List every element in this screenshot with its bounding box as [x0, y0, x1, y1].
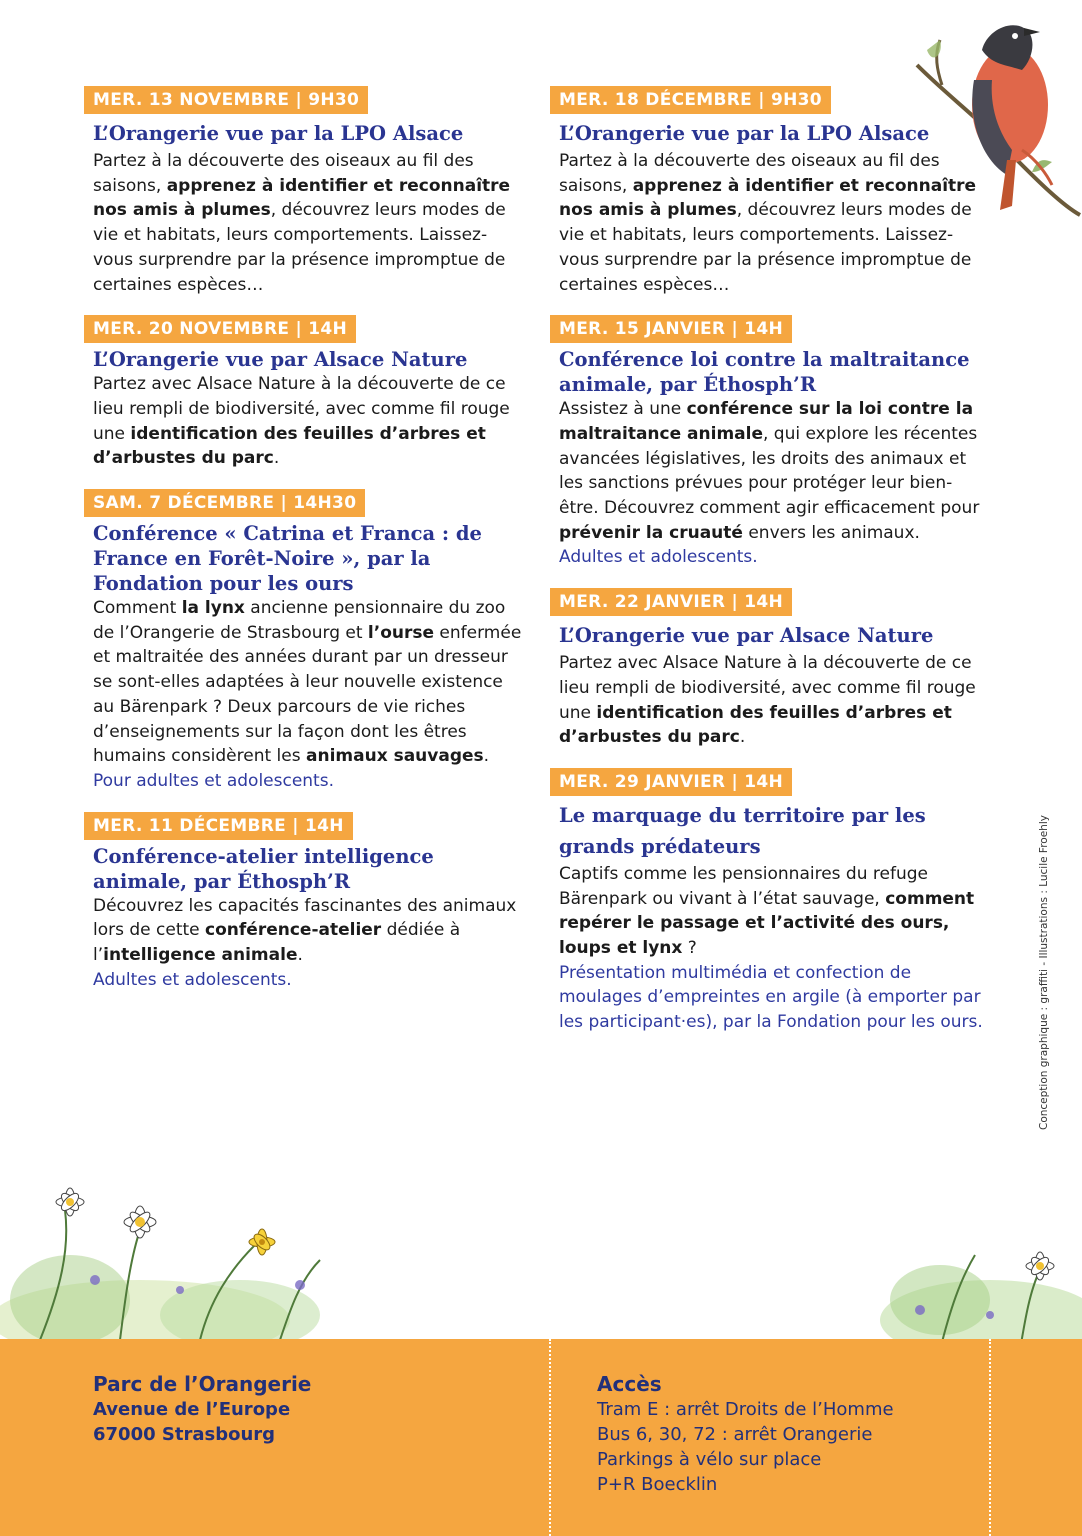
event-title: L’Orangerie vue par Alsace Nature [559, 624, 934, 648]
right-column [550, 86, 990, 1053]
event-description-emphasis: intelligence animale [103, 945, 298, 966]
event-date-badge: MER. 13 NOVEMBRE | 9H30 [84, 86, 368, 114]
event-description-text: Partez avec Alsace Nature à la découverte de ce lieu rempli de biodiversité, avec comme fil rouge une [93, 374, 510, 444]
event-block [84, 315, 524, 471]
access-block [597, 1371, 894, 1497]
flowers-right-illustration [880, 1200, 1082, 1350]
event-description-text: envers les animaux. [742, 522, 920, 543]
event-description-emphasis: identification des feuilles d’arbres et d’arbustes du parc [93, 423, 486, 469]
event-description-text: Partez à la découverte des oiseaux au fil des saisons, [559, 151, 940, 196]
event-description [93, 596, 524, 769]
access-line: Tram E : arrêt Droits de l’Homme [597, 1399, 894, 1420]
event-description-text: Comment [93, 598, 182, 619]
event-description-emphasis: conférence-atelier [205, 920, 382, 941]
event-description-emphasis: apprenez à identifier et reconnaître nos amis à plumes [93, 175, 511, 221]
event-block [84, 812, 524, 993]
event-block [84, 489, 524, 794]
event-block [550, 588, 990, 750]
venue-city: 67000 Strasbourg [93, 1424, 276, 1445]
event-description-text: Captifs comme les pensionnaires du refuge Bärenpark ou vivant à l’état sauvage, [559, 863, 928, 909]
event-description [559, 862, 990, 961]
venue-block [93, 1371, 311, 1447]
event-description-emphasis: animaux sauvages [306, 746, 484, 767]
event-description-emphasis: prévenir la cruauté [559, 522, 743, 543]
flowers-left-illustration [0, 1150, 360, 1350]
event-date-badge: MER. 15 JANVIER | 14H [550, 315, 792, 343]
access-line: Parkings à vélo sur place [597, 1449, 822, 1470]
event-title: L’Orangerie vue par la LPO Alsace [93, 122, 464, 145]
event-date-badge: SAM. 7 DÉCEMBRE | 14H30 [84, 489, 365, 517]
event-description [559, 149, 990, 297]
event-description-text: ancienne pensionnaire du zoo de l’Orangerie de Strasbourg et [93, 598, 506, 643]
event-description-emphasis: comment repérer le passage et l’activité des ours, loups et lynx [559, 888, 975, 959]
event-description-text: . [739, 727, 746, 748]
event-date-badge: MER. 11 DÉCEMBRE | 14H [84, 812, 353, 840]
venue-street: Avenue de l’Europe [93, 1399, 291, 1420]
event-description [93, 372, 524, 471]
event-title: L’Orangerie vue par la LPO Alsace [559, 122, 930, 145]
event-description-text: Découvrez les capacités fascinantes des animaux lors de cette [93, 895, 517, 941]
event-date-badge: MER. 29 JANVIER | 14H [550, 768, 792, 796]
event-title: Conférence « Catrina et Franca : de France en Forêt-Noire », par la Fondation pour les ours [93, 522, 482, 596]
event-description-text: Partez avec Alsace Nature à la découverte de ce lieu rempli de biodiversité, avec comme fil rouge une [559, 653, 976, 723]
event-audience-note: Adultes et adolescents. [93, 969, 292, 990]
footer-divider [549, 1339, 551, 1536]
event-description-text: , qui explore les récentes avancées législatives, les droits des animaux et les sanctions prévues pour protéger leur bien-être. Découvrez comment agir efficacement pour [559, 423, 980, 519]
event-description-emphasis: la lynx [181, 598, 245, 619]
event-block [550, 86, 990, 297]
event-audience-note: Pour adultes et adolescents. [93, 770, 334, 791]
event-description-text: Assistez à une [559, 399, 687, 420]
footer [0, 1339, 1082, 1536]
design-credit: Conception graphique : graffiti - Illustrations : Lucile Froehly [1038, 815, 1050, 1130]
event-description-text: . [297, 945, 303, 966]
left-column [84, 86, 524, 1010]
event-description-emphasis: apprenez à identifier et reconnaître nos amis à plumes [559, 175, 977, 221]
venue-name: Parc de l’Orangerie [93, 1372, 312, 1396]
event-description-text: Partez à la découverte des oiseaux au fil des saisons, [93, 151, 474, 196]
event-description [559, 651, 990, 750]
event-block [84, 86, 524, 297]
event-description-text: dédiée à l’ [93, 920, 461, 966]
event-description-text: enfermée et maltraitée des années durant par un dresseur se sont-elles adaptées à leur nouvelle existence au Bärenpark ? Deux parcours de vie riches d’enseignements sur la façon dont les êtres humains considèrent les [93, 622, 522, 767]
event-description-text: . [273, 448, 280, 469]
event-audience-note: Présentation multimédia et confection de moulages d’empreintes en argile (à emporter par les participant·es), par la Fondation pour les ours. [559, 962, 983, 1033]
event-title: Conférence-atelier intelligence animale, par Éthosph’R [93, 844, 434, 893]
event-description [93, 894, 524, 968]
event-description-emphasis: conférence sur la loi contre la maltraitance animale [559, 399, 974, 444]
event-block [550, 315, 990, 570]
event-description [559, 397, 990, 545]
event-title: L’Orangerie vue par Alsace Nature [93, 348, 468, 372]
event-description-text: , découvrez leurs modes de vie et habitats, leurs comportements. Laissez-vous surprendre par la présence impromptue de certaines espèces… [559, 200, 972, 295]
event-description [93, 149, 524, 297]
event-block [550, 768, 990, 1035]
event-title: Le marquage du territoire par les grands prédateurs [559, 803, 926, 858]
event-description-emphasis: l’ourse [367, 622, 435, 643]
event-date-badge: MER. 22 JANVIER | 14H [550, 588, 792, 616]
event-description-emphasis: identification des feuilles d’arbres et d’arbustes du parc [559, 702, 952, 748]
event-description-text: , découvrez leurs modes de vie et habitats, leurs comportements. Laissez-vous surprendre par la présence impromptue de certaines espèces… [93, 200, 506, 295]
access-line: Bus 6, 30, 72 : arrêt Orangerie [597, 1424, 873, 1445]
event-date-badge: MER. 18 DÉCEMBRE | 9H30 [550, 86, 831, 114]
event-title: Conférence loi contre la maltraitance animale, par Éthosph’R [559, 348, 970, 397]
event-audience-note: Adultes et adolescents. [559, 547, 758, 568]
event-description-text: ? [682, 938, 697, 959]
event-date-badge: MER. 20 NOVEMBRE | 14H [84, 315, 356, 343]
access-heading: Accès [597, 1372, 662, 1396]
footer-divider [989, 1339, 991, 1536]
event-description-text: . [483, 746, 490, 767]
access-line: P+R Boecklin [597, 1474, 718, 1495]
